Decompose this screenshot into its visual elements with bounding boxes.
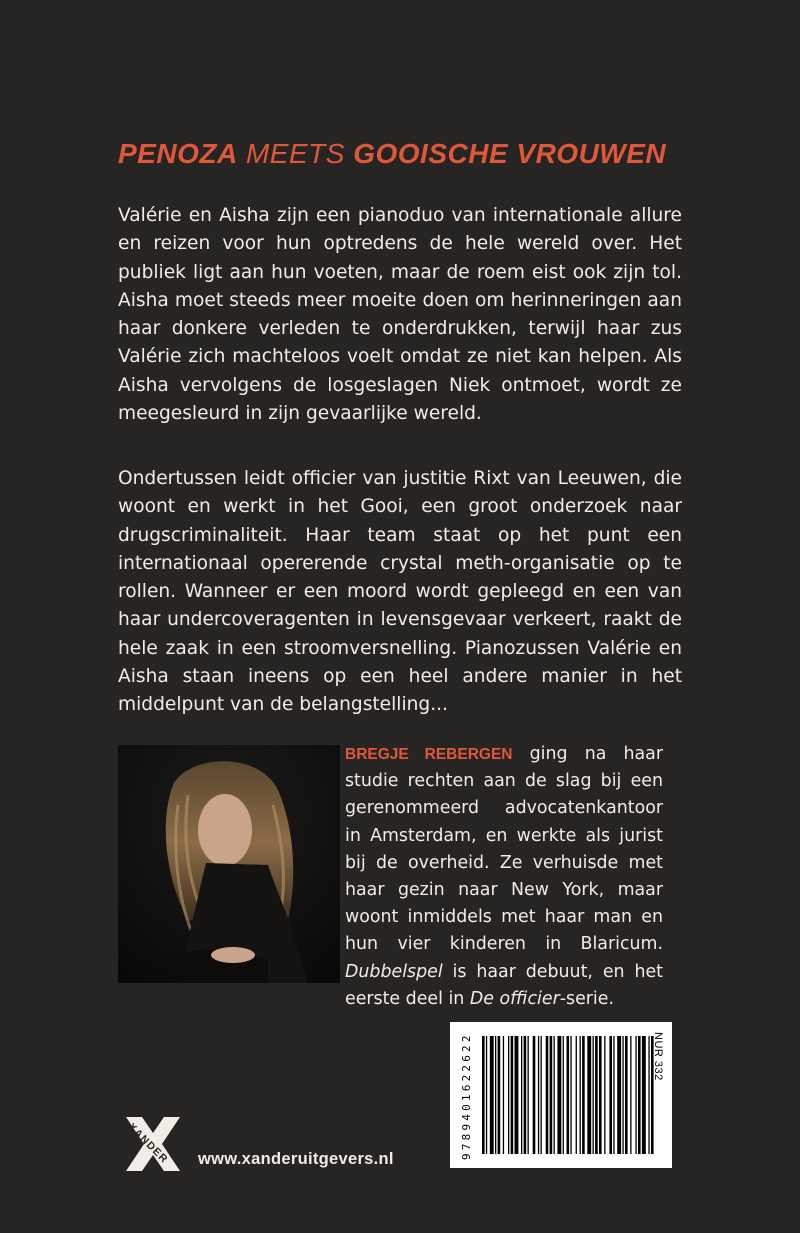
barcode-bar xyxy=(635,1036,636,1154)
barcode-bar xyxy=(550,1036,553,1154)
barcode-bar xyxy=(642,1036,646,1154)
barcode-bar xyxy=(486,1036,487,1154)
barcode-bar xyxy=(563,1036,564,1154)
barcode-bar xyxy=(515,1036,519,1154)
series-name: De officier xyxy=(469,988,560,1009)
barcode-bar xyxy=(508,1036,509,1154)
author-bio xyxy=(345,741,663,1013)
bio-text-part-3: -serie. xyxy=(559,988,614,1009)
author-photo xyxy=(118,745,340,983)
bio-text-part-1: ging na haar studie rechten aan de slag bij een gerenommeerd advocatenkantoor in Amsterdam, en werkte als jurist bij de overheid. Ze verhuisde met haar gezin naar New York, maar woont inmiddels met haar man en hun vier kinderen in Blaricum. xyxy=(345,744,663,955)
barcode-bar xyxy=(604,1036,605,1154)
barcode-bar xyxy=(582,1036,585,1154)
barcode-bar xyxy=(498,1036,501,1154)
barcode-bar xyxy=(557,1036,561,1154)
barcode-bar xyxy=(495,1036,496,1154)
headline-part-meets: MEETS xyxy=(237,138,354,169)
barcode-bar xyxy=(617,1036,621,1154)
author-name: BREGJE REBERGEN xyxy=(345,746,513,763)
barcode-bar xyxy=(511,1036,514,1154)
barcode xyxy=(450,1022,672,1168)
barcode-bar xyxy=(482,1036,485,1154)
headline xyxy=(118,138,666,170)
barcode-bar xyxy=(599,1036,602,1154)
barcode-bar xyxy=(595,1036,598,1154)
barcode-bar xyxy=(538,1036,539,1154)
barcode-bar xyxy=(630,1036,631,1154)
barcode-bar xyxy=(570,1036,571,1154)
blurb-paragraph-1: Valérie en Aisha zijn een pianoduo van internationale allure en reizen voor hun optredens de hele wereld over. Het publiek ligt aan hun voeten, maar de roem eist ook zijn tol. Aisha moet steeds meer moeite doen om herinneringen aan haar donkere verleden te onderdrukken, terwijl haar zus Valérie zich machteloos voelt omdat ze niet kan helpen. Als Aisha vervolgens de losgeslagen Niek ontmoet, wordt ze meegesleurd in zijn gevaarlijke wereld. xyxy=(118,205,682,425)
barcode-label xyxy=(450,1022,672,1168)
barcode-bar xyxy=(567,1036,570,1154)
barcode-bar xyxy=(576,1036,577,1154)
headline-part-gooische-vrouwen: GOOISCHE VROUWEN xyxy=(353,138,667,169)
bio-text-part-2: is haar debuut, en het eerste deel in xyxy=(345,961,663,1009)
isbn-number: 9789401622622 xyxy=(460,1032,473,1160)
barcode-bar xyxy=(541,1036,542,1154)
headline-part-penoza: PENOZA xyxy=(118,138,238,169)
barcode-bar xyxy=(609,1036,612,1154)
book-title: Dubbelspel xyxy=(345,961,443,982)
barcode-bar xyxy=(593,1036,594,1154)
barcode-bar xyxy=(554,1036,555,1154)
barcode-bar xyxy=(528,1036,529,1154)
barcode-bar xyxy=(648,1036,649,1154)
barcode-bar xyxy=(490,1036,494,1154)
barcode-bar xyxy=(533,1036,536,1154)
barcode-bar xyxy=(580,1036,581,1154)
barcode-bar xyxy=(625,1036,628,1154)
nur-code: NUR 332 xyxy=(652,1032,664,1081)
barcode-bar xyxy=(587,1036,591,1154)
barcode-bar xyxy=(524,1036,527,1154)
blurb-paragraph-2: Ondertussen leidt officier van justitie Rixt van Leeuwen, die woont en werkt in het Gooi, een groot onderzoek naar drugscriminaliteit. Haar team staat op het punt een internationaal opererende crystal meth-organisatie op te rollen. Wanneer er een moord wordt gepleegd en een van haar undercoveragenten in levensgevaar verkeert, raakt de hele zaak in een stroomversnelling. Pianozussen Valérie en Aisha staan ineens op een heel andere manier in het middelpunt van de belangstelling... xyxy=(118,468,682,716)
publisher-logo-text: XANDER xyxy=(125,1121,171,1166)
barcode-bar xyxy=(521,1036,522,1154)
barcode-bar xyxy=(546,1036,549,1154)
barcode-bar xyxy=(638,1036,641,1154)
barcode-bar xyxy=(622,1036,623,1154)
publisher-website[interactable]: www.xanderuitgevers.nl xyxy=(198,1150,394,1168)
barcode-bar xyxy=(503,1036,504,1154)
barcode-bar xyxy=(613,1036,614,1154)
